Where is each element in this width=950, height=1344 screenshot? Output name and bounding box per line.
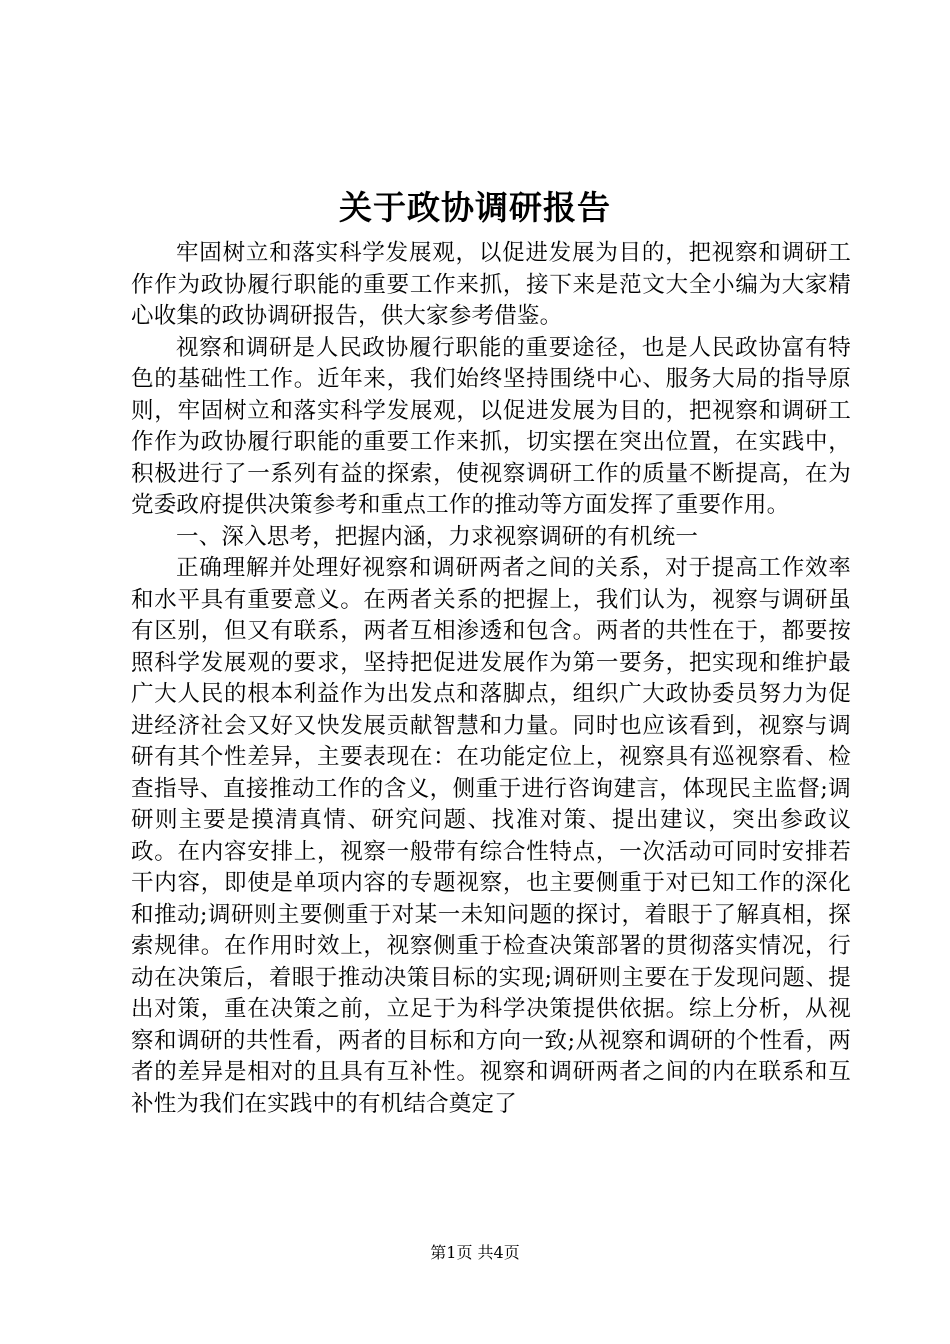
section-heading-1: 一、深入思考，把握内涵，力求视察调研的有机统一: [176, 523, 699, 550]
paragraph-section-1: 正确理解并处理好视察和调研两者之间的关系，对于提高工作效率和水平具有重要意义。在两者关系的把握上，我们认为，视察与调研虽有区别，但又有联系，两者互相渗透和包含。两者的共性在于，都要按照科学发展观的要求，坚持把促进发展作为第一要务，把实现和维护最广大人民的根本利益作为出发点和落脚点，组织广大政协委员努力为促进经济社会又好又快发展贡献智慧和力量。同时也应该看到，视察与调研有其个性差异，主要表现在：在功能定位上，视察具有巡视察看、检查指导、直接推动工作的含义，侧重于进行咨询建言，体现民主监督;调研则主要是摸清真情、研究问题、找准对策、提出建议，突出参政议政。在内容安排上，视察一般带有综合性特点，一次活动可同时安排若干内容，即使是单项内容的专题视察，也主要侧重于对已知工作的深化和推动;调研则主要侧重于对某一未知问题的探讨，着眼于了解真相，探索规律。在作用时效上，视察侧重于检查决策部署的贯彻落实情况，行动在决策后，着眼于推动决策目标的实现;调研则主要在于发现问题、提出对策，重在决策之前，立足于为科学决策提供依据。综上分析，从视察和调研的共性看，两者的目标和方向一致;从视察和调研的个性看，两者的差异是相对的且具有互补性。视察和调研两者之间的内在联系和互补性为我们在实践中的有机结合奠定了: [131, 555, 851, 1117]
page-footer: 第1页 共4页: [430, 1243, 520, 1262]
document-body: [131, 238, 851, 1120]
paragraph-background: 视察和调研是人民政协履行职能的重要途径，也是人民政协富有特色的基础性工作。近年来，我们始终坚持围绕中心、服务大局的指导原则，牢固树立和落实科学发展观，以促进发展为目的，把视察和调研工作作为政协履行职能的重要工作来抓，切实摆在突出位置，在实践中，积极进行了一系列有益的探索，使视察调研工作的质量不断提高，在为党委政府提供决策参考和重点工作的推动等方面发挥了重要作用。: [131, 334, 851, 518]
paragraph-intro: 牢固树立和落实科学发展观，以促进发展为目的，把视察和调研工作作为政协履行职能的重要工作来抓，接下来是范文大全小编为大家精心收集的政协调研报告，供大家参考借鉴。: [131, 240, 851, 329]
document-title: 关于政协调研报告: [339, 188, 611, 227]
